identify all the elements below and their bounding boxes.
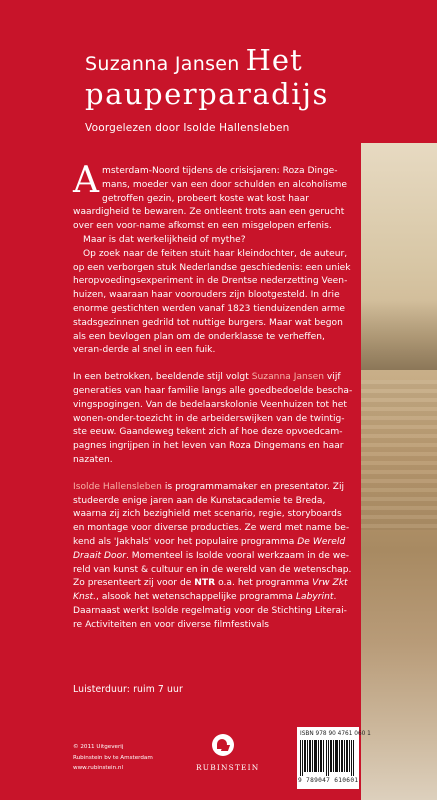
p4-post: vijf generaties van haar familie langs alle goedbedoelde bescha-vingspogingen. Van de bedelaarskolonie Veenhuizen tot het wonen-onder-toezicht in de arbeiderswijken van de twintig-ste eeuw. Gaandeweg tekent zich af hoe deze opvoedcam-pagnes ingrijpen in het leven van Roza Dingemans en haar nazaten. <box>73 372 353 465</box>
author-name: Suzanna Jansen <box>85 53 240 75</box>
reader-bio-paragraph <box>73 481 355 633</box>
show-title-vrw-zkt-knst: Vrw Zkt Knst. <box>73 578 348 603</box>
author-highlight: Suzanna Jansen <box>251 372 324 383</box>
blurb-paragraph-1 <box>73 160 355 234</box>
paragraph-gap <box>73 468 355 481</box>
paragraph-gap <box>73 358 355 371</box>
blurb-text <box>73 160 355 633</box>
blurb-paragraph-2: Maar is dat werkelijkheid of mythe? <box>83 234 246 245</box>
photo-ground-texture <box>361 380 437 530</box>
reader-highlight: Isolde Hallensleben <box>73 481 162 492</box>
bio-a: is programmamaker en presentator. Zij studeerde enige jaren aan de Kunstacademie te Breda, waarna zij zich bezighield met scenario, regie, storyboards en montage voor diverse producties. Ze werd met name be-kend als 'Jakhals' voor het populaire programma <box>73 481 350 547</box>
author-title-line <box>85 43 303 77</box>
bio-e: . Daarnaast werkt Isolde regelmatig voor de Stichting Literai-re Activiteiten en voor diverse filmfestivals <box>73 592 347 630</box>
listening-duration: Luisterduur: ruim 7 uur <box>73 684 183 695</box>
barcode-icon <box>300 740 356 776</box>
show-title-dwdd: De Wereld Draait Door <box>73 536 346 561</box>
reader-credit: Voorgelezen door Isolde Hallensleben <box>85 122 290 134</box>
title-line-2: pauperparadijs <box>85 77 329 111</box>
copyright-line: © 2011 Uitgeverij <box>73 744 124 750</box>
bio-b: . Momenteel is Isolde vooral werkzaam in de we-reld van kunst & cultuur en in de wereld van de wetenschap. Zo presenteert zij voor de <box>73 550 352 589</box>
rubinstein-logo-icon <box>212 734 234 756</box>
publisher-name-line: Rubinstein bv te Amsterdam <box>73 754 153 761</box>
photo-treeline <box>361 300 437 370</box>
blurb-paragraph-3: Op zoek naar de feiten stuit haar kleindochter, de auteur, op een verborgen stuk Nederlandse geschiedenis: een uniek heropvoedingsexperiment in de Drentse nederzetting Veen-huizen, waaraan haar voorouders zijn blootgesteld. In drie enorme gestichten werden vanaf 1823 tienduizenden arme stadsgezinnen gedrild tot nuttige burgers. Maar wat begon als een bevlogen plan om de onderklasse te verheffen, veran-derde al snel in een fuik. <box>73 248 351 356</box>
publisher-url: www.rubinstein.nl <box>73 765 124 771</box>
p4-pre: In een betrokken, beeldende stijl volgt <box>73 372 252 383</box>
bio-c: o.a. het programma <box>215 578 313 589</box>
barcode-digits: 9 789047 610601 <box>298 777 359 784</box>
drop-cap: A <box>73 160 100 201</box>
broadcaster-ntr: NTR <box>194 578 216 589</box>
show-title-labyrint: Labyrint <box>295 592 334 603</box>
blurb-paragraph-4 <box>73 371 355 468</box>
isbn-label: ISBN 978 90 4761 060 1 <box>300 731 371 737</box>
blurb-p1-text: msterdam-Noord tijdens de crisisjaren: Roza Dinge-mans, moeder van een door schulden en alcoholisme getroffen gezin, probeert koste wat kost haar waardigheid te bewaren. Ze ontleent trots aan een gerucht over een voor-name afkomst en een misgelopen erfenis. <box>73 166 348 232</box>
bio-d: , alsook het wetenschappelijke programma <box>96 592 296 603</box>
title-line-1: Het <box>245 43 303 77</box>
rubinstein-logo-text: RUBINSTEIN <box>196 763 260 772</box>
publisher-info <box>73 742 153 774</box>
